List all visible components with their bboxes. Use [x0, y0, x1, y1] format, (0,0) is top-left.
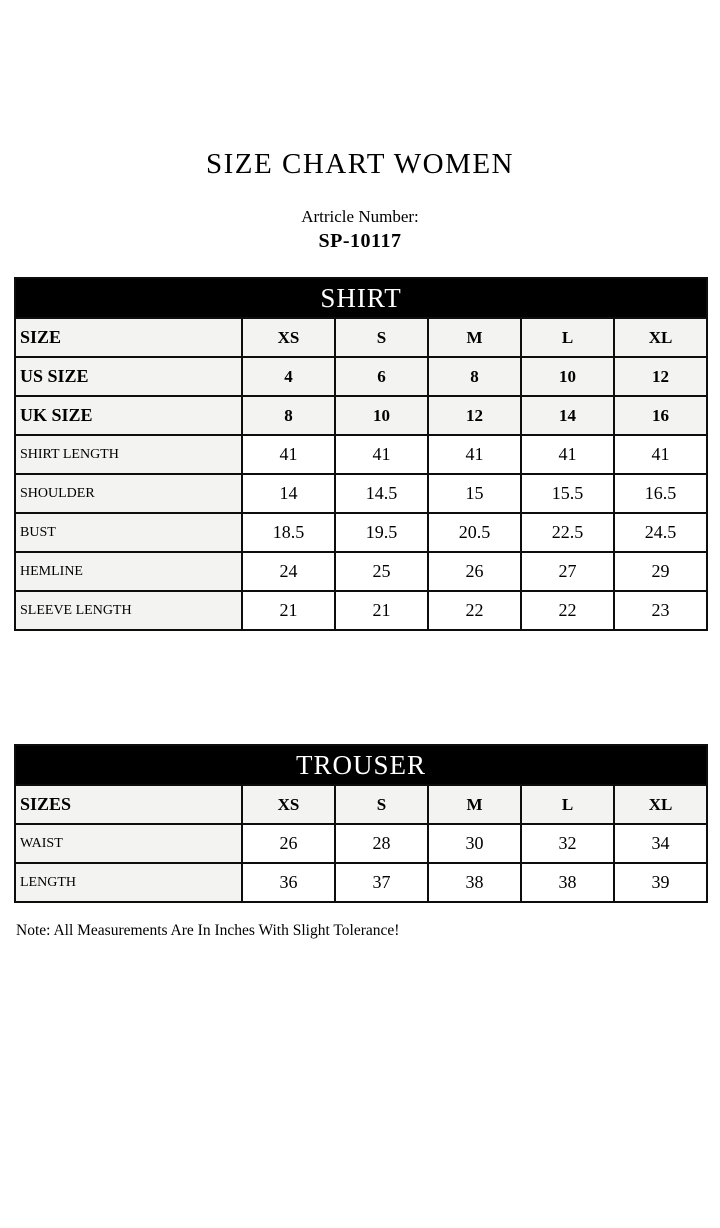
size-value-cell: 22.5 [521, 513, 614, 552]
size-value-cell: 21 [335, 591, 428, 630]
row-label-cell: SHIRT LENGTH [15, 435, 242, 474]
size-value-cell: 14 [521, 396, 614, 435]
table-row [15, 552, 707, 591]
table-row [15, 357, 707, 396]
size-value-cell: 28 [335, 824, 428, 863]
size-value-cell: XL [614, 785, 707, 824]
size-value-cell: 23 [614, 591, 707, 630]
size-value-cell: 39 [614, 863, 707, 902]
size-value-cell: 14 [242, 474, 335, 513]
size-value-cell: 14.5 [335, 474, 428, 513]
size-value-cell: 18.5 [242, 513, 335, 552]
size-value-cell: 22 [428, 591, 521, 630]
size-value-cell: XS [242, 318, 335, 357]
size-value-cell: 30 [428, 824, 521, 863]
table-row [15, 863, 707, 902]
size-value-cell: 19.5 [335, 513, 428, 552]
table-row [15, 396, 707, 435]
size-value-cell: 16.5 [614, 474, 707, 513]
table-row [15, 435, 707, 474]
measurement-note: Note: All Measurements Are In Inches With Slight Tolerance! [16, 922, 400, 939]
size-value-cell: M [428, 318, 521, 357]
size-value-cell: 27 [521, 552, 614, 591]
size-value-cell: 32 [521, 824, 614, 863]
size-value-cell: 15.5 [521, 474, 614, 513]
size-value-cell: 8 [242, 396, 335, 435]
row-label-cell: WAIST [15, 824, 242, 863]
size-value-cell: 25 [335, 552, 428, 591]
table-row [15, 513, 707, 552]
row-label-cell: BUST [15, 513, 242, 552]
row-label-cell: US SIZE [15, 357, 242, 396]
article-number-label: Artricle Number: [301, 207, 419, 226]
page-title: SIZE CHART WOMEN [206, 148, 514, 180]
size-value-cell: L [521, 318, 614, 357]
size-value-cell: 41 [335, 435, 428, 474]
size-value-cell: 12 [614, 357, 707, 396]
size-value-cell: 10 [335, 396, 428, 435]
size-value-cell: 29 [614, 552, 707, 591]
size-value-cell: 6 [335, 357, 428, 396]
size-value-cell: S [335, 318, 428, 357]
size-value-cell: 15 [428, 474, 521, 513]
size-value-cell: 41 [428, 435, 521, 474]
size-value-cell: XS [242, 785, 335, 824]
table-banner-row [15, 278, 707, 318]
size-value-cell: 37 [335, 863, 428, 902]
row-label-cell: SIZES [15, 785, 242, 824]
table-row [15, 785, 707, 824]
shirt-size-table [14, 277, 708, 631]
size-value-cell: 8 [428, 357, 521, 396]
size-value-cell: 36 [242, 863, 335, 902]
size-value-cell: 26 [242, 824, 335, 863]
size-value-cell: 34 [614, 824, 707, 863]
article-number-value: SP-10117 [318, 230, 402, 252]
size-value-cell: 41 [521, 435, 614, 474]
size-value-cell: 16 [614, 396, 707, 435]
table-row [15, 591, 707, 630]
size-value-cell: 24.5 [614, 513, 707, 552]
size-value-cell: 24 [242, 552, 335, 591]
trouser-size-table [14, 744, 708, 903]
table-row [15, 474, 707, 513]
size-value-cell: 41 [242, 435, 335, 474]
size-value-cell: 4 [242, 357, 335, 396]
size-value-cell: 21 [242, 591, 335, 630]
row-label-cell: HEMLINE [15, 552, 242, 591]
size-value-cell: 41 [614, 435, 707, 474]
row-label-cell: LENGTH [15, 863, 242, 902]
size-value-cell: 10 [521, 357, 614, 396]
size-value-cell: 22 [521, 591, 614, 630]
row-label-cell: UK SIZE [15, 396, 242, 435]
table-banner-row [15, 745, 707, 785]
size-value-cell: 12 [428, 396, 521, 435]
size-value-cell: M [428, 785, 521, 824]
size-value-cell: 20.5 [428, 513, 521, 552]
size-value-cell: 38 [521, 863, 614, 902]
table-row [15, 318, 707, 357]
trouser-table-banner: TROUSER [15, 745, 707, 785]
row-label-cell: SIZE [15, 318, 242, 357]
size-value-cell: XL [614, 318, 707, 357]
table-row [15, 824, 707, 863]
row-label-cell: SLEEVE LENGTH [15, 591, 242, 630]
size-value-cell: 26 [428, 552, 521, 591]
size-value-cell: L [521, 785, 614, 824]
row-label-cell: SHOULDER [15, 474, 242, 513]
shirt-table-banner: SHIRT [15, 278, 707, 318]
size-value-cell: 38 [428, 863, 521, 902]
size-value-cell: S [335, 785, 428, 824]
